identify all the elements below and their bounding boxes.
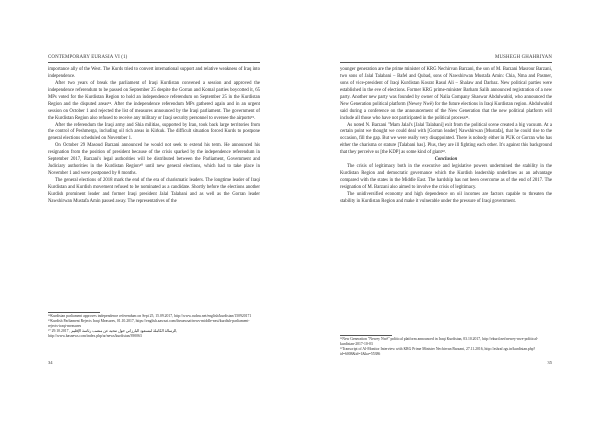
footnote: ²²Transcript of Al-Monitor Interview with KRG Prime Minister Nechirvan Barzani, 27.11.2016, http://ashraf.rgs.in/kurdistan.php?id=6008&id=1&ka=55386 xyxy=(340,347,536,357)
page-number: 35 xyxy=(547,360,552,365)
footnote: ¹⁸Kurdistan parliament approves independence referendum on Sept 25, 15.09.2017, http://www.rudaw.net/english/kurdistan/150920171 xyxy=(48,314,252,318)
footnote: ¹⁹Kurdish Parliament Rejects Iraqi Measures, 01.10.2017, https://english.aawsat.com/theaawsat/news-middle-east/kurdish-parliament-rejects-iraqi-measures xyxy=(48,319,250,329)
header-rule xyxy=(48,62,260,63)
paragraph: On October 29 Masoud Barzani announced he would not seek to extend his term. He announced his resignation from the position of president because of the crisis sparked by the independence referendum in September 2017, Barzani's legal authorities will be distributed between the Parliament, Government and Judiciary authorities in the Kurdistan Region²⁰ until new general elections, which had to take place in November 1 and were postponed by 8 months. xyxy=(48,143,260,177)
paragraph: younger generation are the prime minister of KRG Nechirvan Barzani, the son of M. Barzani Masrour Barzani, two sons of Jalal Talabani – Bafel and Qubad, sons of Nawshirwan Mustafa Amin: Chia, Nma and Pasmer, sons of vice-president of Iraqi Kurdistan Kosrat Rasul Ali – Shalaw and Darbaz. New political parties were established in the eve of elections. Former KRG prime-minister Barham Salih announced registration of a new party. Another new party was founded by owner of Nalia Company Shaswar Abdulwahid, who announced the New Generation political platform (Newey Nwê) for the future elections in Iraqi Kurdistan region. Abdulwahid said during a conference on the announcement of the New Generation that the new political platform will include all those who have not participated in the political process²¹. xyxy=(340,67,552,121)
left-body-text xyxy=(48,67,260,206)
paragraph: After the referendum the Iraqi army and Shia militias, supported by Iran, took back large territories from the control of Peshmerga, including oil rich areas in Kirkuk. The difficult situation forced Kurds to postpone general elections scheduled on November 1. xyxy=(48,122,260,142)
paragraph: After two years of break the parliament of Iraqi Kurdistan convened a session and approved the independence referendum to be passed on September 25 despite the Gorran and Komal parties boycotted it, 65 MPs voted for the Kurdistan Region to hold an independence referendum on September 25 in the Kurdistan Region and the disputed areas¹⁸. After the independence referendum MPs gathered again and in an urgent session on October 1 and rejected the list of measures announced by the Iraqi parliament. The government of the Kurdistan Region also refused to receive any military or Iraqi security personnel to oversee the airports¹⁹. xyxy=(48,80,260,121)
page-number: 34 xyxy=(48,360,53,365)
paragraph: The crisis of legitimacy both in the executive and legislative powers undermined the stability in the Kurdistan Region and democratic governance which the Kurdish leadership underlines as an advantage compared with the states in the Middle East. The hardship has not been overcome as of the end of 2017. The resignation of M. Barzani also aimed to involve the crisis of legitimacy. xyxy=(340,164,552,190)
footnote-rule xyxy=(340,335,392,336)
paragraph: The unidiversified economy and high dependence on oil incomes are factors capable to threaten the stability in Kurdistan Region and make it vulnerable under the pressure of Iraqi government. xyxy=(340,191,552,204)
footnote: ²⁰ الرسالة الكاملة لمسعود البارزاني حول تنحيه عن منصب رئاسة الإقليم , 29.10.2017, http://www.basnews.com/index.php/ar/news/kurdistan/390063 xyxy=(48,329,178,339)
footnote-rule xyxy=(48,312,100,313)
footnote: ²¹New Generation "Newey Nwê" political platform announced in Iraqi Kurdistan, 03.10.2017, http://ekurd.net/newey-nwe-political-kurdistan-2017-10-03 xyxy=(340,337,539,347)
left-footnotes xyxy=(48,314,260,339)
paragraph: The general elections of 2018 mark the end of the era of charismatic leaders. The longtime leader of Iraqi Kurdistan and Kurdish movement refused to be nominated as a candidate. Shortly before the elections another Kurdish prominent leader and former Iraqi president Jalal Talabani and as well as the Gorran leader Nawshirwan Mustafa Amin passed away. The representatives of the xyxy=(48,178,260,204)
paragraph: As noted N. Barzani "Mam Jalal's [Jalal Talabani] exit from the political scene created a big vacuum. At a certain point we thought we could deal with [Gorran leader] Nawshirwan [Mustafa], that he could rise to the occasion, fill the gap. But we were really very disappointed. There is nobody either in PUK or Gorran who has either the charisma or stature [Talabani has]. Plus, they are ill fighting each other. It's against this background that they perceive us [the KDP] as some kind of giant²². xyxy=(340,122,552,156)
running-head-right: MUSHEGH GHAHRIYAN xyxy=(494,55,552,60)
section-heading: Conclusion xyxy=(434,157,458,163)
right-page xyxy=(300,0,600,424)
paragraph: importance ally of the West. The Kurds tried to convert international support and relative weakness of Iraq into independence. xyxy=(48,67,260,79)
right-footnotes xyxy=(340,337,552,357)
running-head-left: CONTEMPORARY EURASIA VI (1) xyxy=(48,55,128,60)
right-body-text xyxy=(340,67,552,206)
header-rule xyxy=(340,62,552,63)
